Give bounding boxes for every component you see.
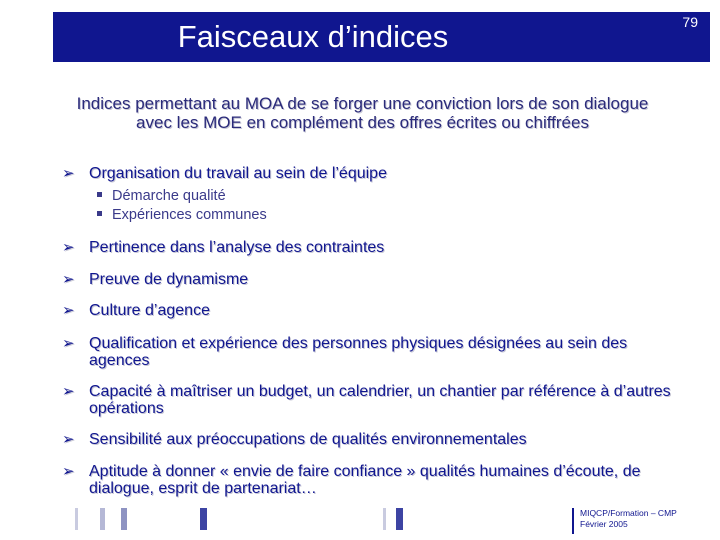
footer-bar: [121, 508, 127, 530]
footer-bar: [200, 508, 207, 530]
sub-item-text: Démarche qualité: [112, 188, 226, 204]
footer-bar: [75, 508, 78, 530]
square-bullet-icon: [97, 211, 102, 216]
footer-credit: [572, 508, 710, 534]
arrow-bullet-icon: ➢: [62, 302, 75, 319]
bullet-item: [62, 239, 672, 256]
bullet-text: Capacité à maîtriser un budget, un calendrier, un chantier par référence à d’autres opérations: [89, 383, 671, 417]
bullet-item: [62, 463, 672, 497]
slide-title: Faisceaux d’indices: [177, 19, 449, 54]
footer-line-1: MIQCP/Formation – CMP: [580, 508, 677, 518]
bullet-item: [62, 335, 672, 369]
footer-line-2: Février 2005: [580, 519, 628, 529]
sub-item: [97, 206, 267, 224]
bullet-text: Organisation du travail au sein de l’équipe: [89, 165, 387, 182]
page-number: 79: [682, 14, 698, 30]
arrow-bullet-icon: ➢: [62, 463, 75, 480]
bullet-item: [62, 165, 672, 182]
bullet-text: Qualification et expérience des personnes physiques désignées au sein des agences: [89, 335, 628, 369]
square-bullet-icon: [97, 192, 102, 197]
footer-bar: [100, 508, 105, 530]
bullet-text: Aptitude à donner « envie de faire confiance » qualités humaines d’écoute, de dialogue, esprit de partenariat…: [89, 463, 641, 497]
bullet-item: [62, 302, 672, 319]
bullet-item: [62, 383, 672, 417]
intro-text: Indices permettant au MOA de se forger une conviction lors de son dialogue avec les MOE en complément des offres écrites ou chiffrées: [76, 94, 649, 132]
arrow-bullet-icon: ➢: [62, 271, 75, 288]
bullet-text: Sensibilité aux préoccupations de qualités environnementales: [89, 431, 527, 448]
sub-item: [97, 187, 226, 205]
arrow-bullet-icon: ➢: [62, 335, 75, 352]
arrow-bullet-icon: ➢: [62, 431, 75, 448]
bullet-item: [62, 271, 672, 288]
footer-bar: [396, 508, 403, 530]
footer-bar: [383, 508, 386, 530]
bullet-text: Preuve de dynamisme: [89, 271, 249, 288]
arrow-bullet-icon: ➢: [62, 165, 75, 182]
sub-item-text: Expériences communes: [112, 207, 267, 223]
bullet-item: [62, 431, 672, 448]
bullet-text: Pertinence dans l’analyse des contraintes: [89, 239, 385, 256]
arrow-bullet-icon: ➢: [62, 239, 75, 256]
bullet-text: Culture d’agence: [89, 302, 210, 319]
arrow-bullet-icon: ➢: [62, 383, 75, 400]
